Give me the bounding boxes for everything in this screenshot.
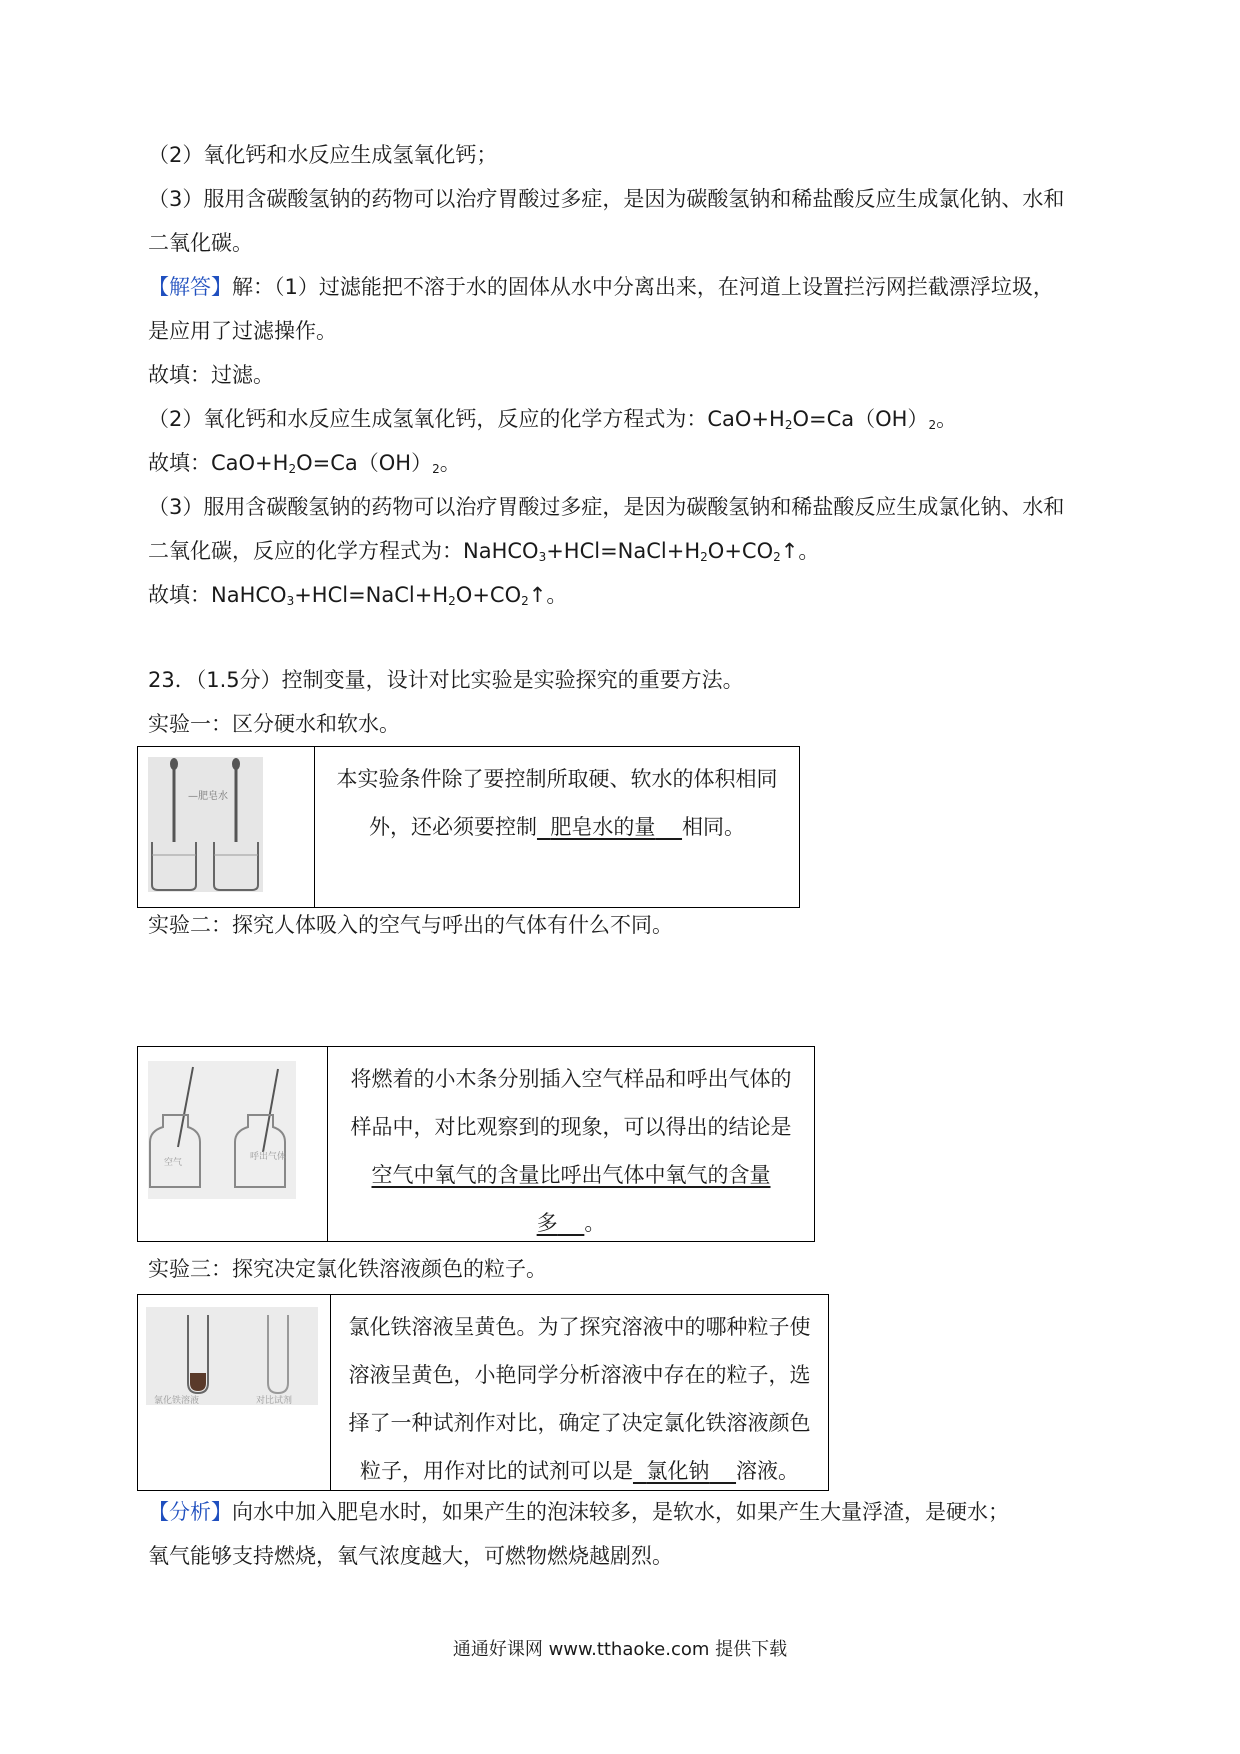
- experiment-3-image: [138, 1295, 331, 1490]
- experiment-2-table: [137, 1046, 815, 1242]
- page-footer: 通通好课网 www.tthaoke.com 提供下载: [452, 1639, 788, 1660]
- text-line: 二氧化碳。: [148, 231, 253, 255]
- text-line: 【解答】解：（1）过滤能把不溶于水的固体从水中分离出来，在河道上设置拦污网拦截漂浮垃圾，: [148, 275, 1054, 299]
- experiment-heading: 实验一：区分硬水和软水。: [148, 712, 400, 736]
- analysis-tag: 【分析】: [148, 1500, 232, 1524]
- question-title: 23．（1.5分）控制变量，设计对比实验是实验探究的重要方法。: [148, 668, 744, 692]
- equation-line: 故填：$NaHCO_3+HCl=NaCl+H_2O+CO_2↑$。: [148, 583, 568, 608]
- experiment-heading: 实验三：探究决定氯化铁溶液颜色的粒子。: [148, 1257, 547, 1281]
- burning-stick-jars-icon: [138, 1047, 326, 1241]
- soap-water-beakers-icon: [138, 747, 313, 907]
- experiment-3-table: [137, 1294, 829, 1491]
- experiment-1-table: [137, 746, 800, 908]
- svg-text:氯化铁溶液: 氯化铁溶液: [154, 1396, 200, 1406]
- text-line: 故填：过滤。: [148, 363, 274, 387]
- answer-blank: 氯化钠: [646, 1459, 710, 1483]
- experiment-2-text: 将燃着的小木条分别插入空气样品和呼出气体的 样品中，对比观察到的现象，可以得出的结论是 空气中氧气的含量比呼出气体中氧气的含量 多 。: [328, 1047, 814, 1241]
- equation-line: 故填：$CaO+H_2O=Ca(OH)_2$。: [148, 451, 461, 476]
- answer-blank: 空气中氧气的含量比呼出气体中氧气的含量: [371, 1163, 771, 1187]
- equation-line: 二氧化碳，反应的化学方程式为：$NaHCO_3+HCl=NaCl+H_2O+CO_2↑$。: [148, 539, 820, 564]
- test-tubes-icon: [138, 1295, 329, 1490]
- experiment-2-image: [138, 1047, 328, 1241]
- text-line: （3）服用含碳酸氢钠的药物可以治疗胃酸过多症，是因为碳酸氢钠和稀盐酸反应生成氯化钠、水和: [148, 187, 1065, 211]
- text-line: （3）服用含碳酸氢钠的药物可以治疗胃酸过多症，是因为碳酸氢钠和稀盐酸反应生成氯化钠、水和: [148, 495, 1065, 519]
- svg-text:对比试剂: 对比试剂: [256, 1396, 293, 1406]
- svg-text:空气: 空气: [164, 1158, 183, 1168]
- svg-text:—肥皂水: —肥皂水: [188, 791, 228, 802]
- text-line: （2）氧化钙和水反应生成氢氧化钙；: [148, 143, 498, 167]
- answer-blank: 多: [536, 1211, 558, 1235]
- answer-blank: 肥皂水的量: [550, 815, 656, 839]
- svg-text:呼出气体: 呼出气体: [250, 1152, 287, 1162]
- experiment-1-image: [138, 747, 315, 907]
- text-line: 氧气能够支持燃烧，氧气浓度越大，可燃物燃烧越剧烈。: [148, 1544, 673, 1568]
- experiment-1-text: 本实验条件除了要控制所取硬、软水的体积相同 外，还必须要控制 肥皂水的量 相同。: [336, 767, 778, 839]
- experiment-heading: 实验二：探究人体吸入的空气与呼出的气体有什么不同。: [148, 913, 673, 937]
- answer-tag: 【解答】: [148, 275, 232, 299]
- experiment-3-text: 氯化铁溶液呈黄色。为了探究溶液中的哪种粒子使 溶液呈黄色，小艳同学分析溶液中存在的粒子，选 择了一种试剂作对比，确定了决定氯化铁溶液颜色 粒子，用作对比的试剂可以是 氯化钠 溶液。: [348, 1315, 811, 1483]
- text-line: 是应用了过滤操作。: [148, 319, 337, 343]
- analysis-line: 【分析】向水中加入肥皂水时，如果产生的泡沫较多，是软水，如果产生大量浮渣，是硬水；: [148, 1500, 1009, 1524]
- equation-line: （2）氧化钙和水反应生成氢氧化钙，反应的化学方程式为：$CaO+H_2O=Ca(OH)_2$。: [148, 407, 958, 432]
